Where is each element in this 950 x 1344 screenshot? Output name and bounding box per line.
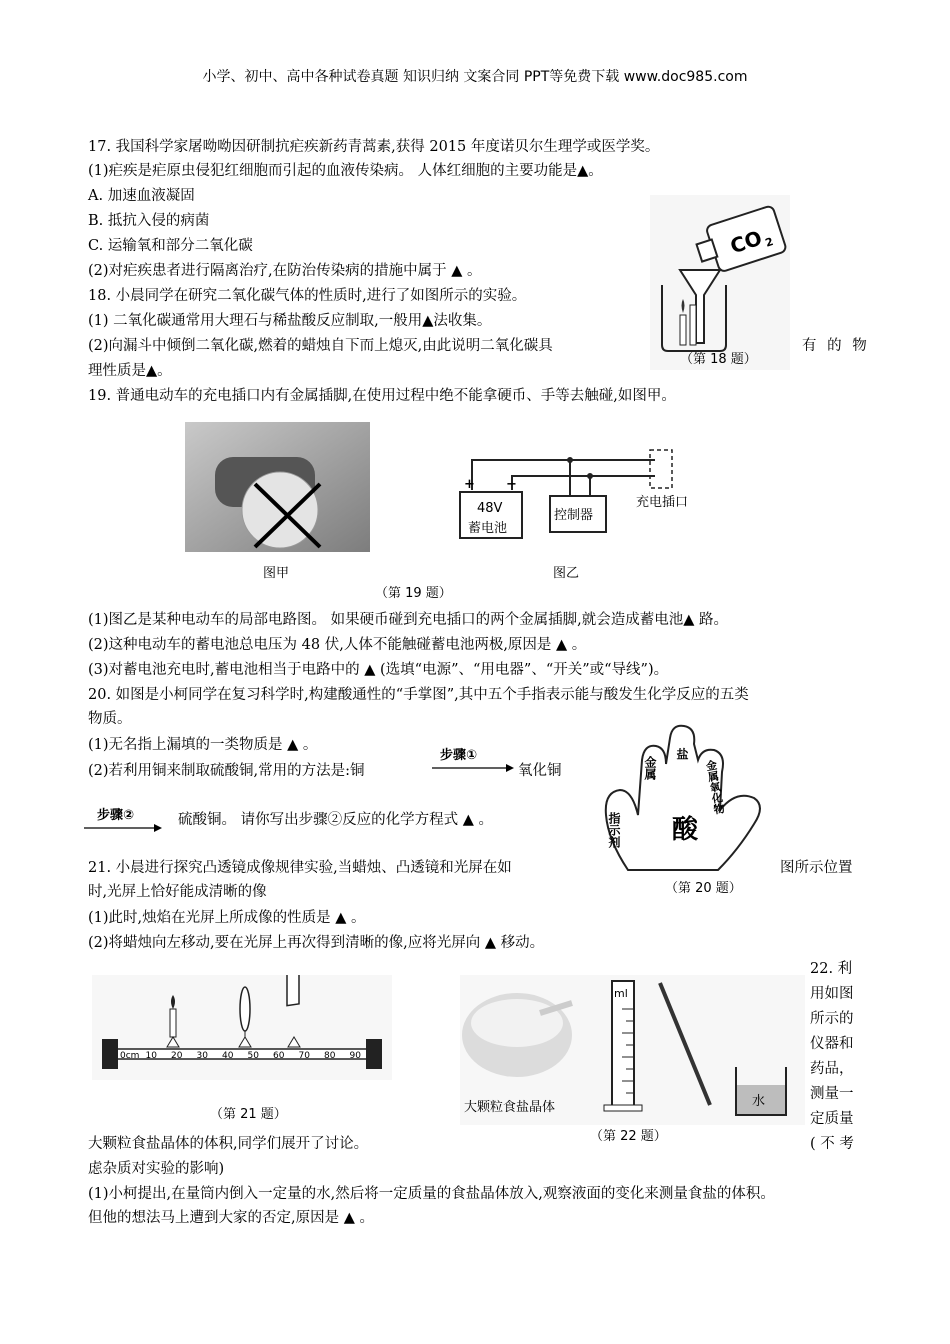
- q20-part2b: 氧化铜: [518, 763, 562, 779]
- q17-stem: 17. 我国科学家屠呦呦因研制抗疟疾新药青蒿素,获得 2015 年度诺贝尔生理学或医学奖。: [88, 139, 660, 155]
- q17-option-b: B. 抵抗入侵的病菌: [88, 213, 210, 229]
- socket-label: 充电插口: [636, 495, 689, 510]
- finger-middle-label: 盐: [675, 748, 689, 760]
- q22-side-line: 测量一: [810, 1086, 854, 1102]
- q22-continued-2: 虑杂质对实验的影响): [88, 1161, 225, 1177]
- q22-instruments-figure: [460, 975, 805, 1125]
- finger-little-label: 金属氧化物: [703, 758, 726, 816]
- q20-stem-1: 20. 如图是小柯同学在复习科学时,构建酸通性的“手掌图”,其中五个手指表示能与酸发生化学反应的五类: [88, 687, 749, 703]
- q19-part3: (3)对蓄电池充电时,蓄电池相当于电路中的 ▲ (选填“电源”、“用电器”、“开关”或“导线”)。: [88, 662, 669, 678]
- candle-short: [680, 315, 686, 345]
- page-header: 小学、初中、高中各种试卷真题 知识归纳 文案合同 PPT等免费下载 www.doc985.com: [202, 69, 748, 85]
- step2-label: 步骤②: [97, 808, 135, 823]
- q21-stem-1: 21. 小晨进行探究凸透镜成像规律实验,当蜡烛、凸透镜和光屏在如: [88, 860, 512, 876]
- controller-label: 控制器: [554, 508, 594, 523]
- step1-arrow: [430, 762, 515, 774]
- candle-tall: [690, 305, 696, 345]
- convex-lens: [240, 987, 250, 1031]
- fig-b-circuit: [440, 440, 710, 560]
- ruler-tick-label: 80: [324, 1051, 336, 1061]
- q19-part1: (1)图乙是某种电动车的局部电路图。 如果硬币碰到充电插口的两个金属插脚,就会造成蓄电池▲ 路。: [88, 612, 729, 628]
- q22-side-line: 用如图: [810, 986, 854, 1002]
- finger-thumb-label: 指示剂: [607, 812, 621, 848]
- q17-part1: (1)疟疾是疟原虫侵犯红细胞而引起的血液传染病。 人体红细胞的主要功能是▲。: [88, 163, 603, 179]
- q22-side-line: 22. 利: [810, 961, 853, 977]
- battery-name: 蓄电池: [468, 521, 508, 536]
- salt-crystals: [471, 999, 563, 1047]
- q22-part1b: 但他的想法马上遭到大家的否定,原因是 ▲ 。: [88, 1210, 374, 1226]
- q20-caption: （第 20 题）: [665, 881, 742, 896]
- q17-part2: (2)对疟疾患者进行隔离治疗,在防治传染病的措施中属于 ▲ 。: [88, 263, 482, 279]
- q22-continued-1: 大颗粒食盐晶体的体积,同学们展开了讨论。: [88, 1136, 369, 1152]
- q22-side-line: 所示的: [810, 1011, 854, 1027]
- co2-subscript: 2: [763, 234, 775, 250]
- acid-hand-figure: [598, 720, 788, 895]
- right-support: [366, 1039, 382, 1069]
- q19-part2: (2)这种电动车的蓄电池总电压为 48 伏,人体不能触碰蓄电池两极,原因是 ▲ 。: [88, 637, 587, 653]
- fig-a-photo: [185, 422, 370, 552]
- ruler-tick-label: 30: [196, 1051, 208, 1061]
- ruler-tick-label: 50: [247, 1051, 259, 1061]
- q18-caption: （第 18 题）: [680, 352, 757, 367]
- q21-stem-2: 时,光屏上恰好能成清晰的像: [88, 884, 267, 900]
- plus-sign: +: [464, 477, 475, 492]
- q21-stem-1b: 图所示位置: [780, 860, 853, 876]
- minus-sign: −: [506, 477, 517, 492]
- co2-experiment-figure: [650, 195, 790, 370]
- ruler-tick-label: 90: [349, 1051, 361, 1061]
- left-support: [102, 1039, 118, 1069]
- q19-caption: （第 19 题）: [375, 586, 452, 601]
- q18-stem: 18. 小晨同学在研究二氧化碳气体的性质时,进行了如图所示的实验。: [88, 288, 527, 304]
- q21-part1: (1)此时,烛焰在光屏上所成像的性质是 ▲ 。: [88, 910, 366, 926]
- fig-b-label: 图乙: [553, 566, 580, 581]
- q22-side-line: 定质量: [810, 1111, 854, 1127]
- q21-part2: (2)将蜡烛向左移动,要在光屏上再次得到清晰的像,应将光屏向 ▲ 移动。: [88, 935, 545, 951]
- salt-label: 大颗粒食盐晶体: [464, 1100, 556, 1115]
- q22-part1a: (1)小柯提出,在量筒内倒入一定量的水,然后将一定质量的食盐晶体放入,观察液面的变化来测量食盐的体积。: [88, 1186, 775, 1202]
- q18-part1: (1) 二氧化碳通常用大理石与稀盐酸反应制取,一般用▲法收集。: [88, 313, 492, 329]
- ruler-tick-label: 0cm: [120, 1051, 140, 1061]
- battery-voltage: 48V: [477, 501, 503, 516]
- q20-part1: (1)无名指上漏填的一类物质是 ▲ 。: [88, 737, 318, 753]
- q20-stem-2: 物质。: [88, 711, 132, 727]
- water-label: 水: [752, 1094, 766, 1109]
- optical-bench-figure: [92, 975, 392, 1080]
- cylinder-unit: ml: [614, 987, 628, 1000]
- candle: [170, 1009, 176, 1037]
- q17-option-c: C. 运输氧和部分二氧化碳: [88, 238, 253, 254]
- wire-bottom: [512, 476, 655, 490]
- q20-part2c: 硫酸铜。 请你写出步骤②反应的化学方程式 ▲ 。: [178, 812, 493, 828]
- ruler-tick-label: 70: [298, 1051, 310, 1061]
- step1-label: 步骤①: [440, 748, 478, 763]
- q18-part2b: 有 的 物: [802, 338, 870, 354]
- socket-box: [650, 450, 672, 488]
- ruler-tick-label: 20: [171, 1051, 183, 1061]
- fig-a-label: 图甲: [263, 566, 290, 581]
- q22-side-line: 药品，: [810, 1061, 854, 1077]
- q22-caption: （第 22 题）: [590, 1129, 667, 1144]
- q17-option-a: A. 加速血液凝固: [88, 188, 195, 204]
- palm-label: 酸: [672, 815, 699, 845]
- ruler-tick-label: 40: [222, 1051, 234, 1061]
- q18-part2c: 理性质是▲。: [88, 363, 172, 379]
- finger-index-label: 金属: [643, 756, 657, 780]
- q22-side-line: 仪器和: [810, 1036, 854, 1052]
- ruler-tick-label: 10: [145, 1051, 157, 1061]
- q21-caption: （第 21 题）: [210, 1107, 287, 1122]
- q18-part2a: (2)向漏斗中倾倒二氧化碳,燃着的蜡烛自下而上熄灭,由此说明二氧化碳具: [88, 338, 553, 354]
- co2-label: CO: [727, 225, 765, 259]
- ruler-tick-label: 60: [273, 1051, 285, 1061]
- light-screen: [287, 975, 299, 1006]
- step2-arrow: [82, 822, 164, 834]
- q19-stem: 19. 普通电动车的充电插口内有金属插脚,在使用过程中绝不能拿硬币、手等去触碰,如图甲。: [88, 388, 676, 404]
- q22-side-line: ( 不 考: [810, 1136, 854, 1152]
- q20-part2a: (2)若利用铜来制取硫酸铜,常用的方法是:铜: [88, 763, 365, 779]
